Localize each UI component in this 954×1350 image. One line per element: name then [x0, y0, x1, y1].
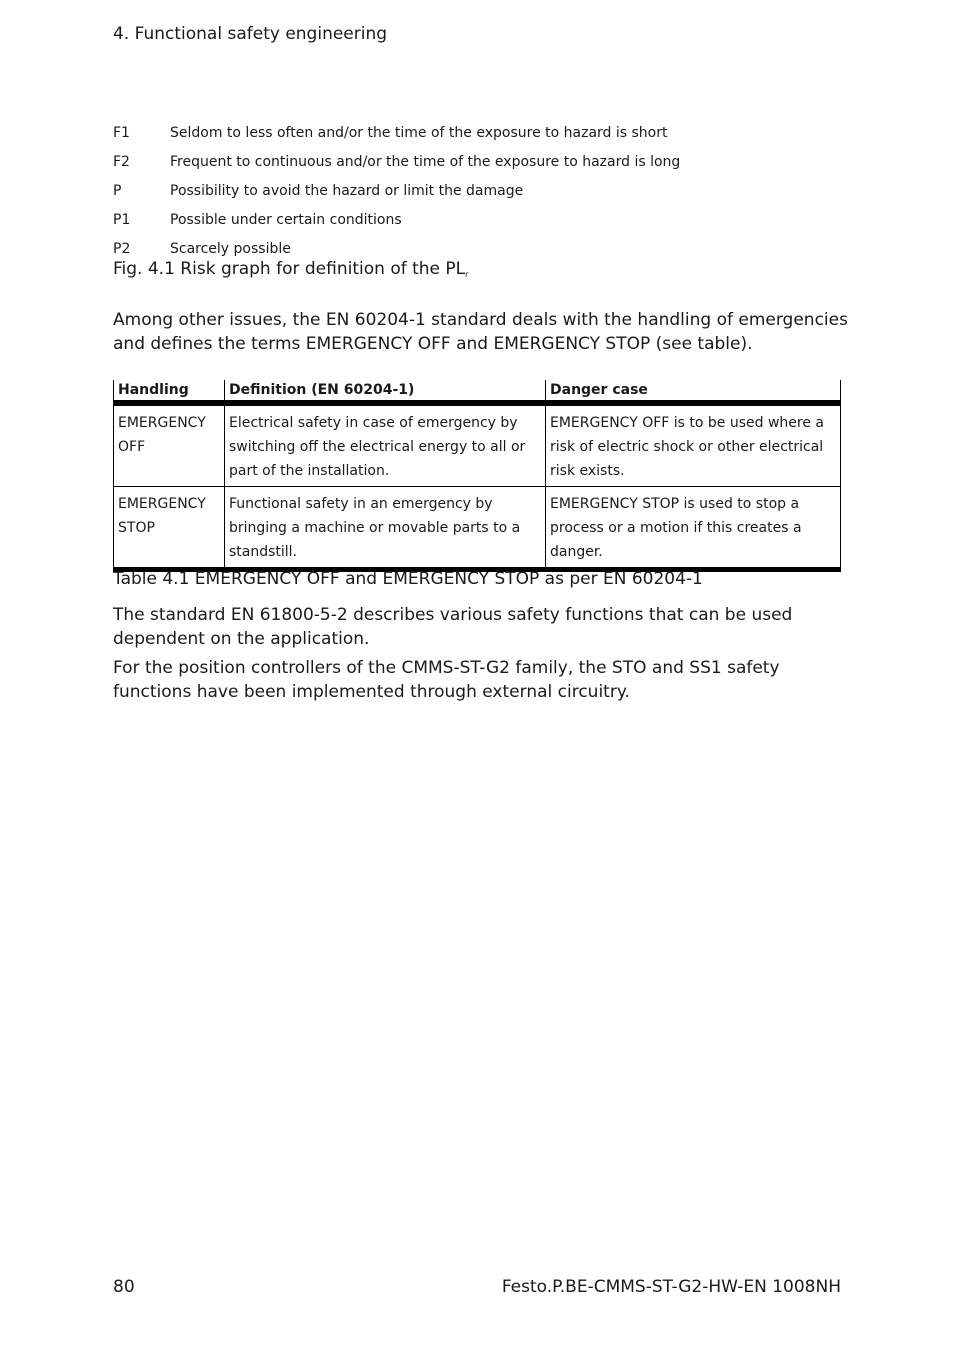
- cell-handling: EMERGENCY OFF: [114, 403, 225, 487]
- risk-graph-legend: [113, 118, 853, 263]
- legend-item: [113, 147, 853, 176]
- figure-caption: [113, 259, 468, 279]
- legend-item: [113, 205, 853, 234]
- table-row: [114, 403, 841, 487]
- legend-key: P1: [113, 211, 131, 228]
- legend-key: F2: [113, 153, 130, 170]
- legend-key: F1: [113, 124, 130, 141]
- standard-paragraph: The standard EN 61800-5-2 describes various safety functions that can be used dependent on the application.: [113, 605, 793, 649]
- legend-key: P: [113, 182, 122, 199]
- legend-item: [113, 176, 853, 205]
- section-header: 4. Functional safety engineering: [113, 24, 388, 44]
- legend-description: Possible under certain conditions: [170, 211, 402, 228]
- cell-definition: Functional safety in an emergency by bringing a machine or movable parts to a standstill.: [225, 487, 546, 570]
- figure-caption-subscript: r: [465, 270, 469, 279]
- legend-item: [113, 118, 853, 147]
- table-header-row: [114, 380, 841, 403]
- emergency-definitions-table: [113, 380, 841, 572]
- legend-description: Seldom to less often and/or the time of the exposure to hazard is short: [170, 124, 668, 141]
- cell-definition: Electrical safety in case of emergency by switching off the electrical energy to all or part of the installation.: [225, 403, 546, 487]
- figure-caption-text: Fig. 4.1 Risk graph for definition of the PL: [113, 259, 466, 279]
- cell-danger-case: EMERGENCY OFF is to be used where a risk of electric shock or other electrical risk exists.: [546, 403, 841, 487]
- legend-description: Scarcely possible: [170, 240, 291, 257]
- column-header-handling: Handling: [114, 380, 225, 403]
- controllers-paragraph: For the position controllers of the CMMS-ST-G2 family, the STO and SS1 safety functions have been implemented through external circuitry.: [113, 658, 780, 702]
- column-header-danger-case: Danger case: [546, 380, 841, 403]
- legend-description: Possibility to avoid the hazard or limit the damage: [170, 182, 524, 199]
- page-number: 80: [113, 1277, 135, 1297]
- cell-handling: EMERGENCY STOP: [114, 487, 225, 570]
- column-header-definition: Definition (EN 60204-1): [225, 380, 546, 403]
- table-row: [114, 487, 841, 570]
- cell-danger-case: EMERGENCY STOP is used to stop a process or a motion if this creates a danger.: [546, 487, 841, 570]
- intro-paragraph: Among other issues, the EN 60204-1 standard deals with the handling of emergencies and defines the terms EMERGENCY OFF and EMERGENCY STOP (see table).: [113, 310, 848, 354]
- legend-description: Frequent to continuous and/or the time of the exposure to hazard is long: [170, 153, 681, 170]
- document-id: Festo.P.BE-CMMS-ST-G2-HW-EN 1008NH: [501, 1277, 841, 1297]
- table-caption: Table 4.1 EMERGENCY OFF and EMERGENCY STOP as per EN 60204-1: [113, 569, 703, 589]
- legend-key: P2: [113, 240, 131, 257]
